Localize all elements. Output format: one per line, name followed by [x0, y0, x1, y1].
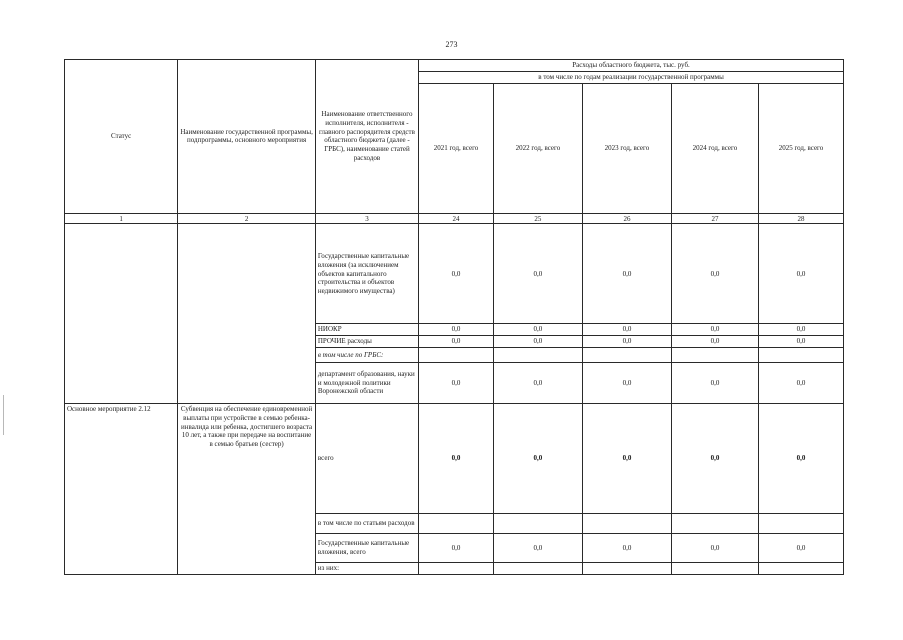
row-label: из них: [315, 563, 418, 575]
row-value: 0,0 [582, 324, 671, 336]
column-number: 26 [582, 213, 671, 224]
main-event-status: Основное мероприятие 2.12 [65, 404, 178, 575]
row-value: 0,0 [758, 404, 843, 514]
column-number: 24 [419, 213, 494, 224]
column-number: 1 [65, 213, 178, 224]
status-cell-empty [65, 224, 178, 404]
row-value: 0,0 [419, 362, 494, 403]
row-label: ПРОЧИЕ расходы [315, 336, 418, 348]
row-value: 0,0 [493, 324, 582, 336]
row-label: в том числе по статьям расходов [315, 514, 418, 534]
main-event-name: Субвенция на обеспечение единовременной выплаты при устройстве в семью ребенка-инвалида или ребенка, достигшего возраста 10 лет, а также при передаче на воспитание в семью братьев (сестер) [178, 404, 316, 575]
row-value: 0,0 [671, 336, 758, 348]
row-value: 0,0 [419, 336, 494, 348]
row-value: 0,0 [493, 404, 582, 514]
header-year-2021: 2021 год, всего [419, 83, 494, 213]
row-value [419, 347, 494, 362]
row-value [758, 514, 843, 534]
row-value [671, 347, 758, 362]
row-value: 0,0 [582, 404, 671, 514]
row-value [419, 514, 494, 534]
row-value: 0,0 [582, 534, 671, 563]
row-value [582, 563, 671, 575]
row-value: 0,0 [671, 324, 758, 336]
row-value [758, 347, 843, 362]
row-value: 0,0 [582, 336, 671, 348]
row-value: 0,0 [671, 362, 758, 403]
row-value: 0,0 [493, 362, 582, 403]
program-name-cell-empty [178, 224, 316, 404]
header-executor: Наименование ответственного исполнителя, исполнителя - главного распорядителя средств областного бюджета (далее - ГРБС), наименование статей расходов [315, 60, 418, 214]
row-value: 0,0 [419, 534, 494, 563]
row-label: НИОКР [315, 324, 418, 336]
row-value: 0,0 [582, 362, 671, 403]
row-value: 0,0 [419, 224, 494, 324]
row-label: в том числе по ГРБС: [315, 347, 418, 362]
header-program-name: Наименование государственной программы, подпрограммы, основного мероприятия [178, 60, 316, 214]
row-value: 0,0 [493, 336, 582, 348]
page-number: 273 [445, 40, 458, 49]
row-value: 0,0 [758, 224, 843, 324]
row-value: 0,0 [493, 534, 582, 563]
row-value [493, 563, 582, 575]
row-value: 0,0 [419, 404, 494, 514]
header-year-2025: 2025 год, всего [758, 83, 843, 213]
column-number: 3 [315, 213, 418, 224]
row-value [671, 563, 758, 575]
row-value: 0,0 [582, 224, 671, 324]
row-value [493, 347, 582, 362]
header-year-2024: 2024 год, всего [671, 83, 758, 213]
row-label: всего [315, 404, 418, 514]
row-value [582, 514, 671, 534]
column-number: 2 [178, 213, 316, 224]
row-value: 0,0 [758, 336, 843, 348]
row-label: Государственные капитальные вложения (за исключением объектов капитального строительства и объектов недвижимого имущества) [315, 224, 418, 324]
header-by-years: в том числе по годам реализации государственной программы [419, 71, 844, 83]
row-value: 0,0 [671, 224, 758, 324]
row-value: 0,0 [419, 324, 494, 336]
scan-mark [3, 395, 4, 435]
row-value: 0,0 [671, 404, 758, 514]
row-value: 0,0 [758, 362, 843, 403]
row-label: Государственные капитальные вложения, всего [315, 534, 418, 563]
header-year-2022: 2022 год, всего [493, 83, 582, 213]
row-value [419, 563, 494, 575]
row-value: 0,0 [493, 224, 582, 324]
row-value [671, 514, 758, 534]
header-status: Статус [65, 60, 178, 214]
budget-table [64, 59, 844, 575]
row-value: 0,0 [758, 534, 843, 563]
column-number: 28 [758, 213, 843, 224]
row-value: 0,0 [758, 324, 843, 336]
row-value [582, 347, 671, 362]
row-value: 0,0 [671, 534, 758, 563]
column-number: 25 [493, 213, 582, 224]
row-value [493, 514, 582, 534]
column-number: 27 [671, 213, 758, 224]
row-value [758, 563, 843, 575]
row-label: департамент образования, науки и молодежной политики Воронежской области [315, 362, 418, 403]
header-year-2023: 2023 год, всего [582, 83, 671, 213]
header-expenses-title: Расходы областного бюджета, тыс. руб. [419, 60, 844, 72]
